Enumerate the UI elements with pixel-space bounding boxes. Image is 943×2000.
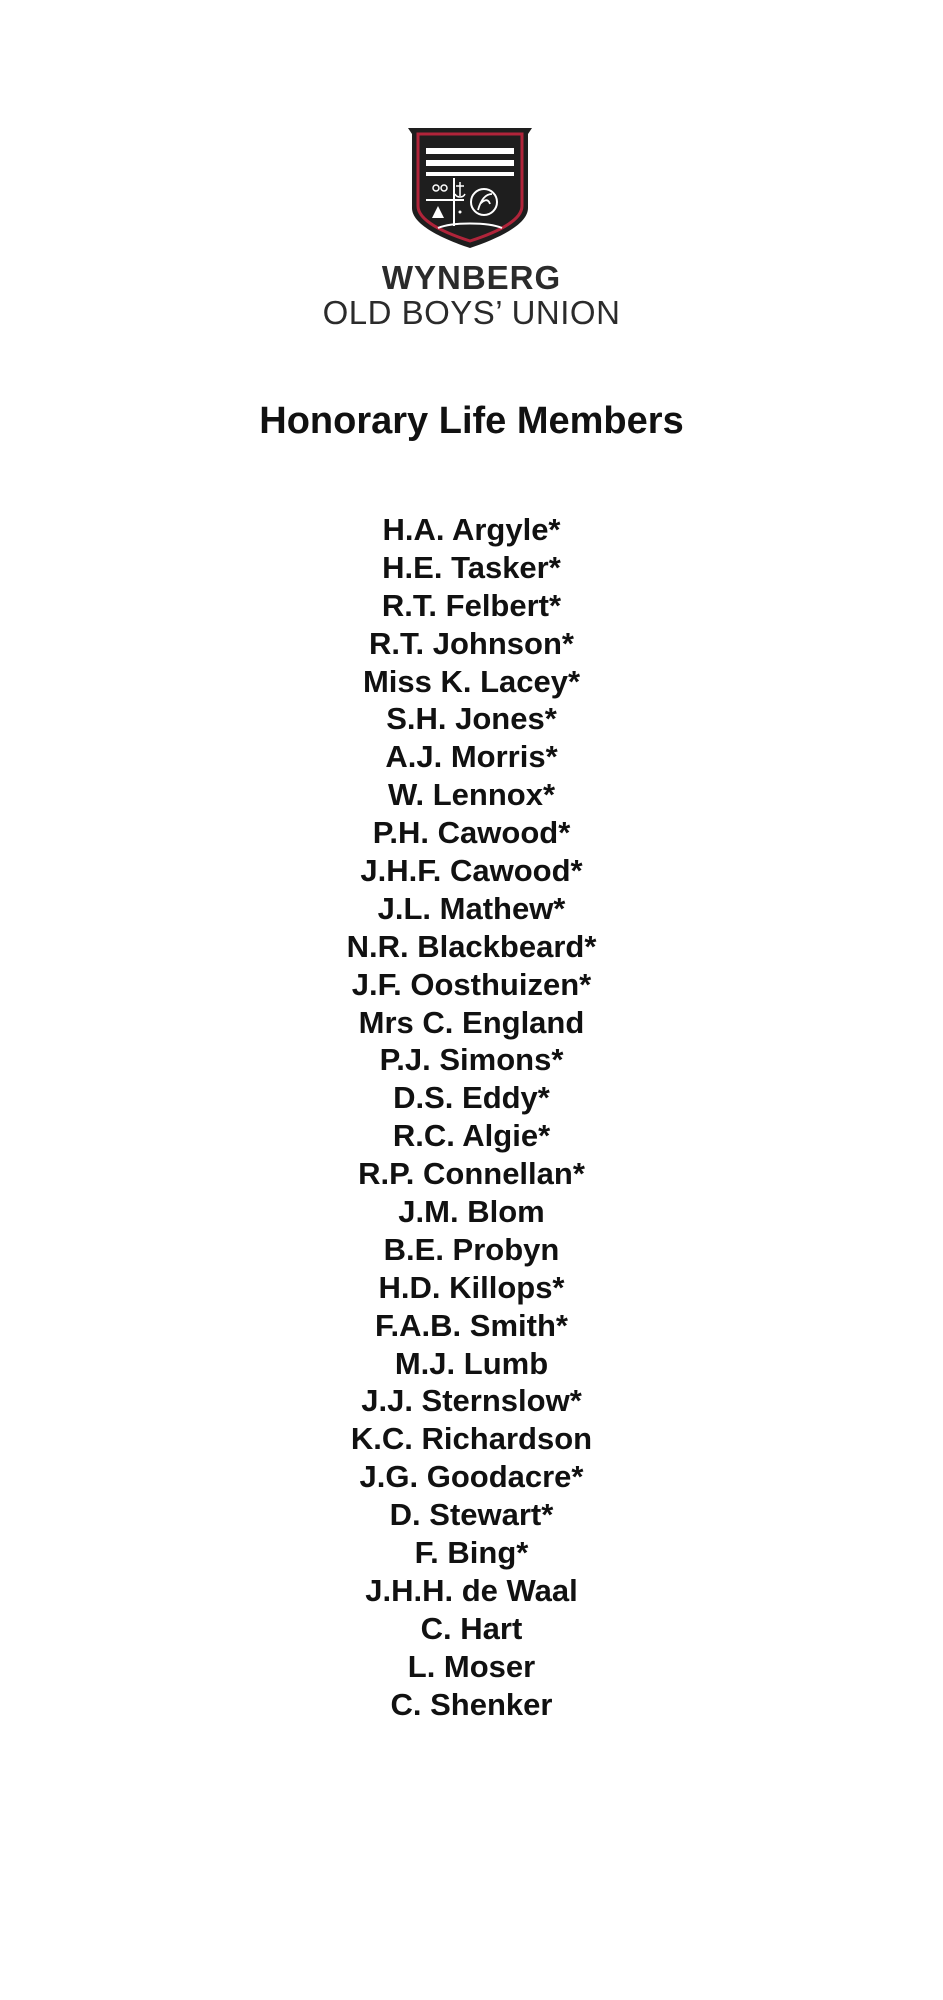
member-name: J.F. Oosthuizen* — [351, 966, 592, 1002]
member-name: C. Shenker — [390, 1686, 553, 1722]
members-list — [0, 511, 943, 1724]
member-name: J.H.F. Cawood* — [360, 853, 583, 889]
member-name: M.J. Lumb — [394, 1345, 549, 1381]
member-name: K.C. Richardson — [350, 1421, 593, 1457]
member-name: S.H. Jones* — [386, 701, 557, 737]
member-name: R.T. Felbert* — [381, 587, 562, 623]
member-name: P.H. Cawood* — [372, 815, 571, 851]
member-name: Miss K. Lacey* — [362, 663, 581, 699]
member-name: F.A.B. Smith* — [375, 1307, 568, 1343]
member-name: H.E. Tasker* — [382, 549, 561, 585]
member-name: J.J. Sternslow* — [361, 1383, 582, 1419]
member-name: J.H.H. de Waal — [365, 1572, 578, 1608]
org-name-secondary: OLD BOYS’ UNION — [322, 294, 621, 331]
member-name: Mrs C. England — [358, 1004, 585, 1040]
member-name: J.M. Blom — [398, 1194, 545, 1230]
member-name: P.J. Simons* — [379, 1042, 564, 1078]
member-name: D.S. Eddy* — [393, 1080, 550, 1116]
member-name: C. Hart — [420, 1610, 523, 1646]
member-name: D. Stewart* — [389, 1497, 554, 1533]
member-name: N.R. Blackbeard* — [346, 928, 597, 964]
page-title: Honorary Life Members — [259, 400, 684, 442]
member-name: J.L. Mathew* — [377, 890, 566, 926]
member-name: H.A. Argyle* — [382, 512, 561, 547]
member-name: R.T. Johnson* — [369, 625, 574, 661]
school-crest-icon — [404, 126, 536, 250]
org-name-primary: WYNBERG — [381, 259, 562, 296]
member-name: J.G. Goodacre* — [359, 1459, 584, 1495]
member-name: R.P. Connellan* — [358, 1156, 585, 1192]
member-name: W. Lennox* — [387, 777, 556, 813]
member-name: A.J. Morris* — [385, 739, 558, 775]
member-name: H.D. Killops* — [378, 1269, 565, 1305]
member-name: R.C. Algie* — [392, 1118, 551, 1154]
member-name: F. Bing* — [414, 1535, 529, 1571]
member-name: L. Moser — [407, 1648, 536, 1684]
member-name: B.E. Probyn — [383, 1231, 560, 1267]
